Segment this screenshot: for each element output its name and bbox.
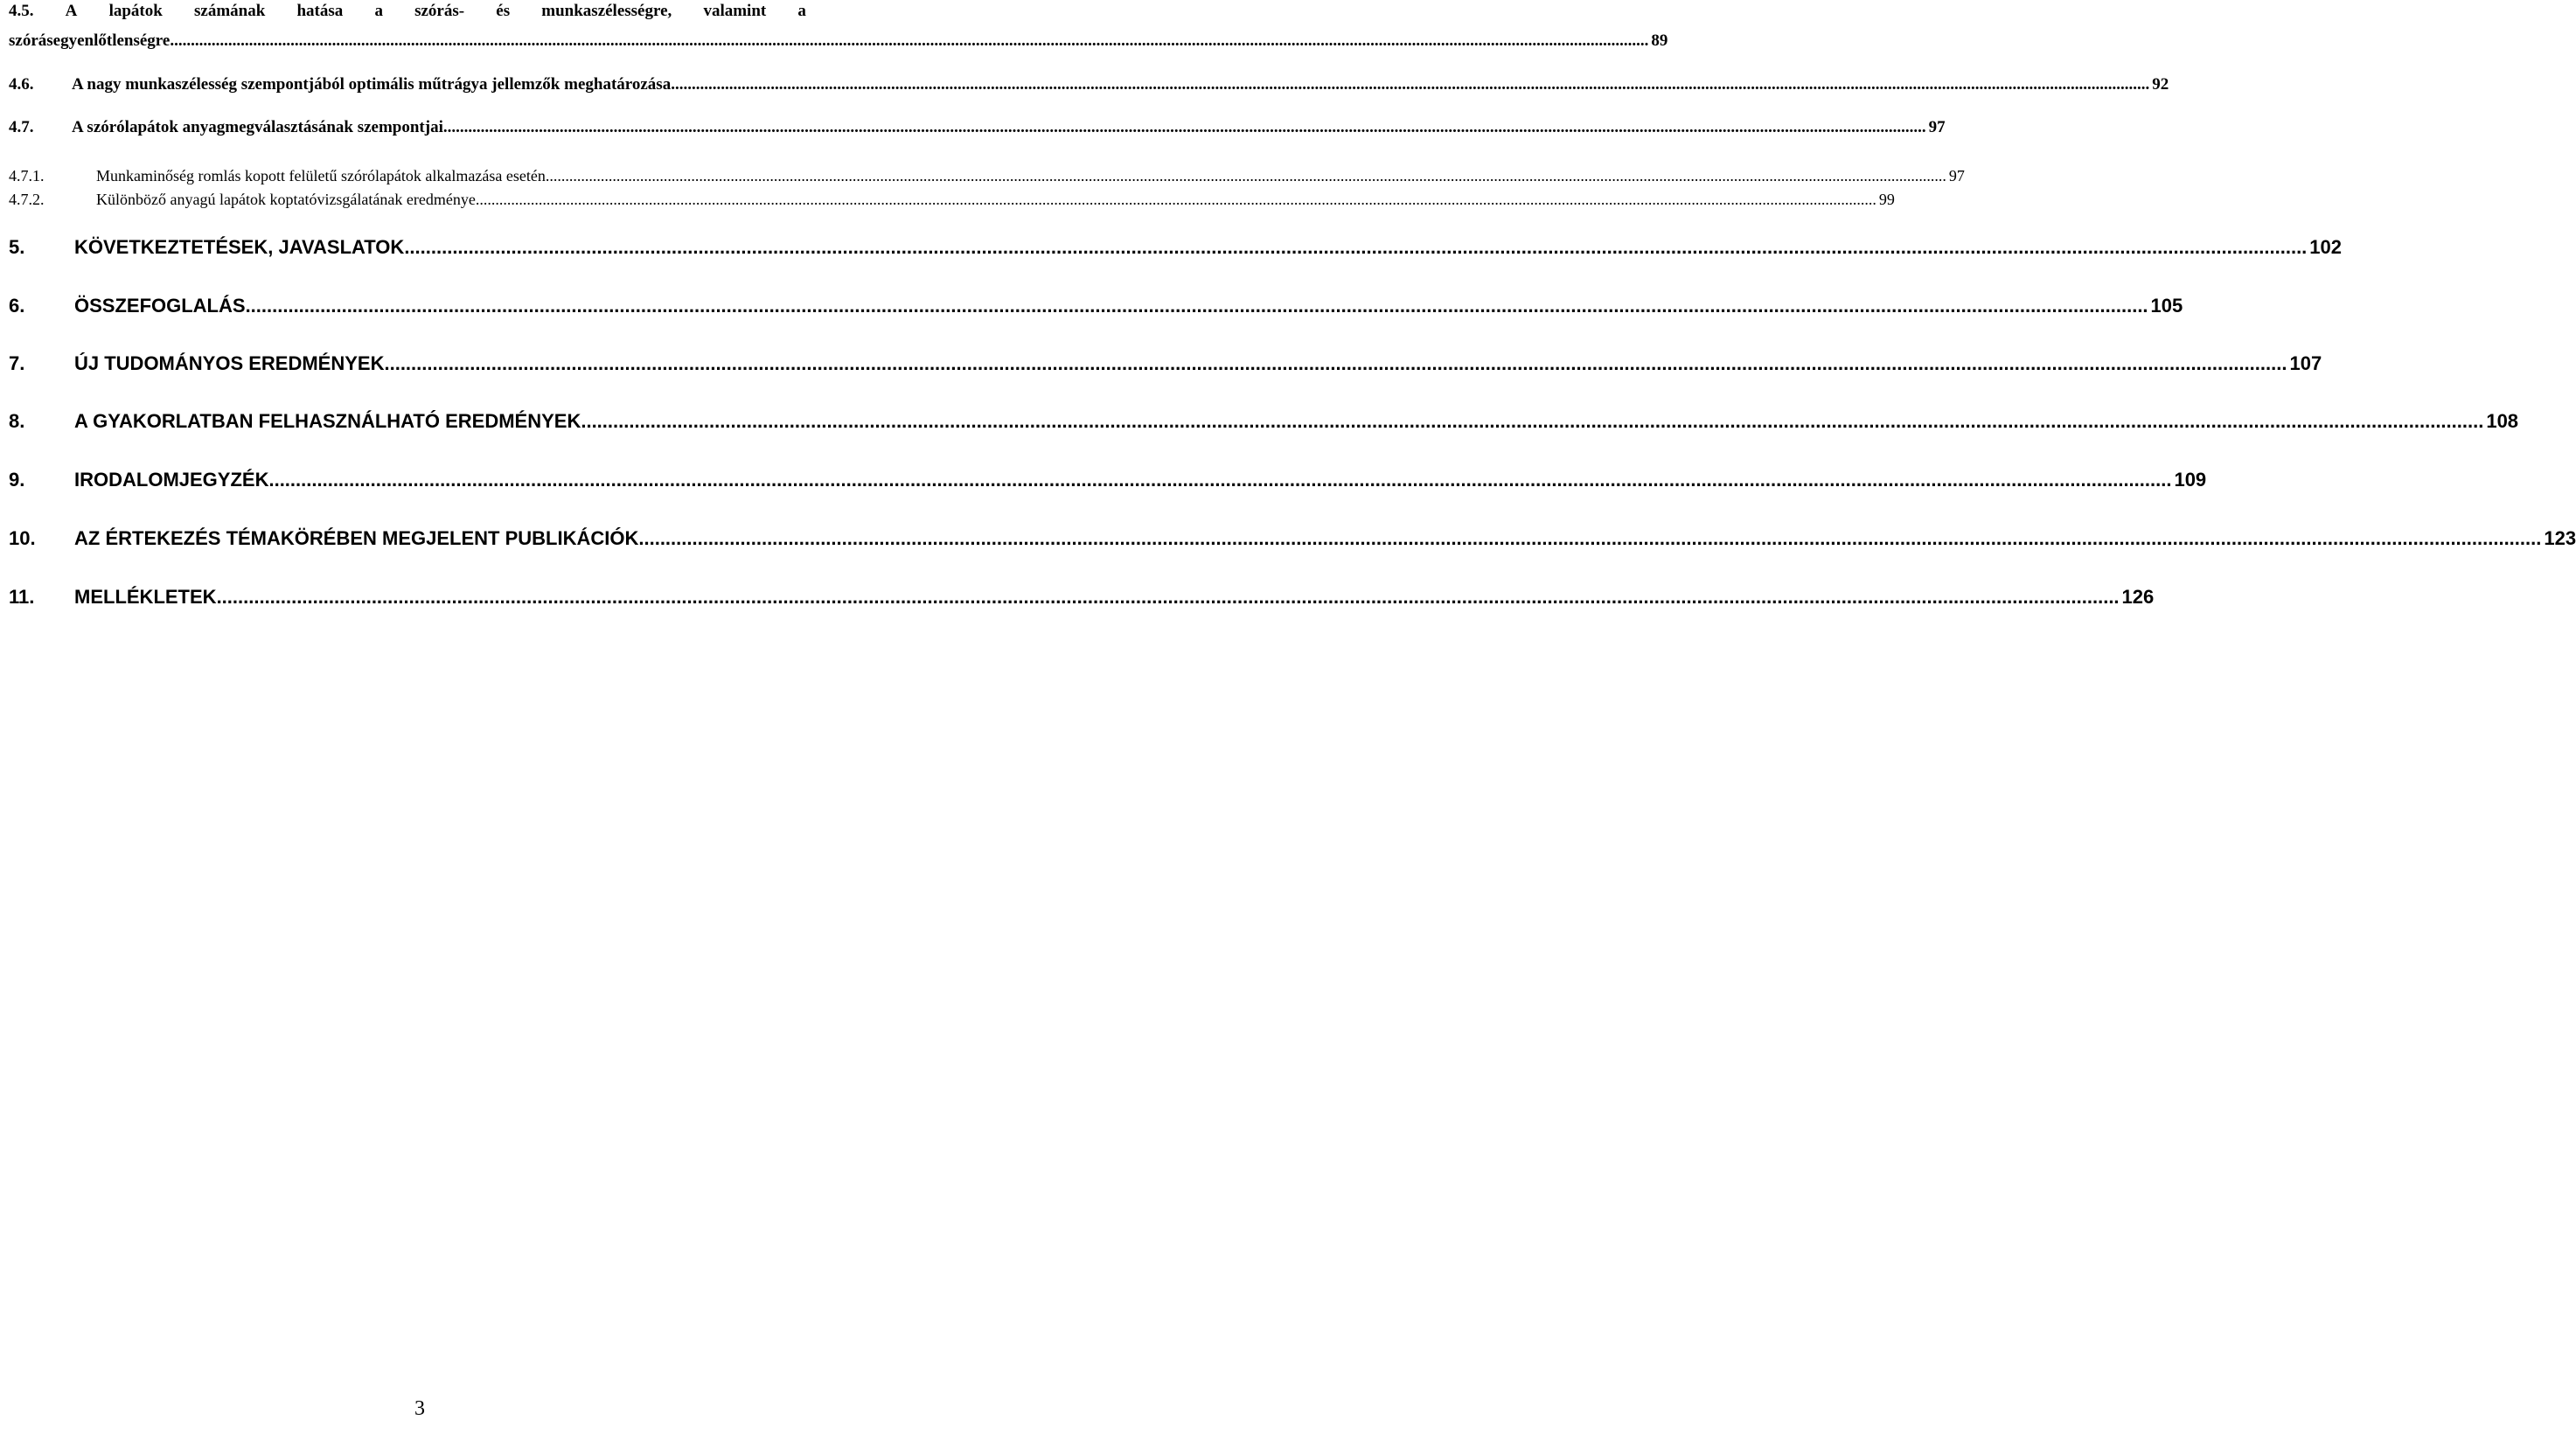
toc-entry-page: 92 [2152, 75, 2169, 94]
toc-entry-page: 97 [1948, 167, 1965, 184]
toc-entry-title: IRODALOMJEGYZÉK [74, 469, 269, 491]
toc-word: és [496, 2, 511, 20]
toc-entry-num: 6. [9, 295, 25, 317]
toc-entry-page: 108 [2486, 410, 2519, 432]
toc-entry-page: 102 [2309, 236, 2343, 258]
toc-word: a [797, 2, 806, 20]
toc-entry-num: 10. [9, 527, 36, 549]
toc-entry-4-6[interactable] [9, 75, 2169, 94]
toc-word: számának [194, 2, 266, 20]
toc-word: A [65, 2, 78, 20]
toc-entry-4-7[interactable] [9, 118, 1946, 137]
toc-entry-title: A GYAKORLATBAN FELHASZNÁLHATÓ EREDMÉNYEK [74, 410, 581, 432]
toc-leader-dots [384, 352, 2287, 375]
toc-entry-num: 8. [9, 410, 25, 432]
toc-entry-num: 9. [9, 469, 25, 491]
toc-entry-title: KÖVETKEZTETÉSEK, JAVASLATOK [74, 236, 405, 258]
toc-word: munkaszélességre, [541, 2, 672, 20]
toc-leader-dots [476, 191, 1876, 209]
toc-word: szórás- [414, 2, 465, 20]
toc-entry-num: 4.7. [9, 118, 34, 136]
toc-entry-num: 4.5. [9, 2, 34, 20]
toc-entry-10[interactable] [9, 527, 2576, 550]
toc-entry-title: Különböző anyagú lapátok koptatóvizsgálatának eredménye [96, 191, 476, 208]
page-number: 3 [414, 1397, 425, 1420]
toc-entry-title: A szórólapátok anyagmegválasztásának szempontjai. [72, 118, 448, 136]
toc-entry-4-7-1[interactable] [9, 167, 1965, 185]
toc-entry-page: 123 [2544, 527, 2576, 549]
toc-entry-page: 109 [2174, 469, 2207, 491]
toc-entry-page: 107 [2289, 352, 2322, 374]
toc-entry-num: 4.7.2. [9, 191, 45, 208]
toc-entry-num: 7. [9, 352, 25, 374]
toc-entry-num: 4.7.1. [9, 167, 45, 184]
toc-entry-page: 99 [1878, 191, 1895, 208]
toc-entry-page: 89 [1651, 31, 1668, 50]
toc-entry-num: 5. [9, 236, 25, 258]
toc-entry-7[interactable] [9, 352, 2322, 375]
toc-leader-dots [170, 31, 1648, 51]
toc-entry-4-5-line2[interactable] [9, 31, 1668, 51]
toc-entry-4-7-2[interactable] [9, 191, 1895, 209]
toc-entry-6[interactable] [9, 295, 2183, 317]
toc-word: valamint [703, 2, 767, 20]
toc-entry-5[interactable] [9, 236, 2343, 259]
toc-entry-title: AZ ÉRTEKEZÉS TÉMAKÖRÉBEN MEGJELENT PUBLIKÁCIÓK [74, 527, 639, 549]
toc-entry-title: A nagy munkaszélesség szempontjából optimális műtrágya jellemzők meghatározása [72, 75, 672, 94]
toc-entry-page: 97 [1928, 118, 1946, 136]
toc-entry-9[interactable] [9, 469, 2207, 491]
toc-leader-dots [638, 527, 2541, 550]
toc-entry-page: 105 [2150, 295, 2183, 317]
toc-entry-page: 126 [2121, 586, 2155, 608]
toc-entry-title: ÚJ TUDOMÁNYOS EREDMÉNYEK [74, 352, 385, 374]
toc-word: hatása [296, 2, 344, 20]
toc-leader-dots [671, 75, 2149, 94]
toc-leader-dots [448, 118, 1926, 137]
toc-entry-11[interactable] [9, 586, 2155, 609]
toc-entry-title: szórásegyenlőtlenségre [9, 31, 171, 50]
toc-leader-dots [268, 469, 2171, 491]
toc-entry-8[interactable] [9, 410, 2519, 433]
toc-leader-dots [581, 410, 2483, 433]
toc-word: lapátok [108, 2, 163, 20]
toc-leader-dots [246, 295, 2148, 317]
toc-leader-dots [217, 586, 2120, 609]
toc-entry-num: 11. [9, 586, 35, 608]
toc-entry-title: ÖSSZEFOGLALÁS [74, 295, 246, 317]
toc-leader-dots [546, 167, 1946, 185]
toc-leader-dots [404, 236, 2307, 259]
toc-entry-title: Munkaminőség romlás kopott felületű szórólapátok alkalmazása esetén [96, 167, 546, 184]
toc-entry-4-5-line1 [9, 2, 806, 21]
toc-entry-title: MELLÉKLETEK [74, 586, 217, 608]
toc-word: a [374, 2, 383, 20]
toc-entry-num: 4.6. [9, 75, 34, 94]
